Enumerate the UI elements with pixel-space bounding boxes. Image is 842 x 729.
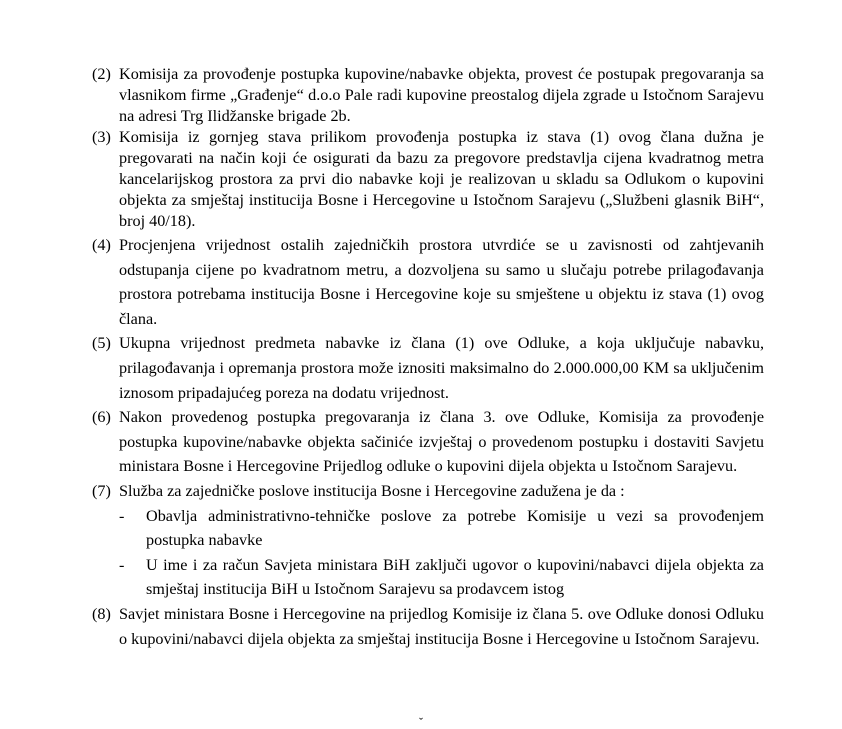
paragraph-5 (92, 331, 764, 405)
paragraph-number: (6) (92, 408, 111, 427)
cut-off-text-fragment: ˇ (419, 715, 423, 729)
paragraph-number: (7) (92, 481, 111, 500)
paragraph-7 (92, 479, 764, 602)
paragraph-4 (92, 233, 764, 331)
bullet-text: Obavlja administrativno-tehničke poslove za potrebe Komisije u vezi sa provođenjem postupka nabavke (146, 506, 764, 550)
paragraph-text: Komisija za provođenje postupka kupovine/nabavke objekta, provest će postupak pregovaranja sa vlasnikom firme „Građenje“ d.o.o Pale radi kupovine preostalog dijela zgrade u Istočnom Sarajevu na adresi Trg Ilidžanske brigade 2b. (119, 65, 764, 125)
paragraph-number: (3) (92, 128, 111, 146)
bullet-text: U ime i za račun Savjeta ministara BiH zaključi ugovor o kupovini/nabavci dijela objekta za smještaj institucija BiH u Istočnom Sarajevu sa prodavcem istog (146, 555, 764, 599)
paragraph-text: Komisija iz gornjeg stava prilikom provođenja postupka iz stava (1) ovog člana dužna je pregovarati na način koji će osigurati da bazu za pregovore predstavlja cijena kvadratnog metra kancelarijskog prostora za prvi dio nabavke koji je realizovan u skladu sa Odlukom o kupovini objekta za smještaj institucija Bosne i Hercegovine u Istočnom Sarajevu („Službeni glasnik BiH“, broj 40/18). (119, 128, 764, 230)
paragraph-8 (92, 602, 764, 651)
document-body (92, 64, 764, 651)
paragraph-text: Nakon provedenog postupka pregovaranja iz člana 3. ove Odluke, Komisija za provođenje postupka kupovine/nabavke objekta sačiniće izvještaj o provedenom postupku i dostaviti Savjetu ministara Bosne i Hercegovine Prijedlog odluke o kupovini dijela objekta u Istočnom Sarajevu. (119, 408, 764, 476)
paragraph-2 (92, 64, 764, 127)
bullet-marker: - (119, 555, 125, 574)
paragraph-number: (5) (92, 334, 111, 353)
paragraph-body (119, 479, 764, 602)
paragraph-number: (2) (92, 65, 111, 83)
paragraph-text: Ukupna vrijednost predmeta nabavke iz člana (1) ove Odluke, a koja uključuje nabavku, prilagođavanja i opremanja prostora može iznositi maksimalno do 2.000.000,00 KM sa uključenim iznosom pripadajućeg poreza na dodatu vrijednost. (119, 334, 764, 402)
paragraph-6 (92, 405, 764, 479)
paragraph-number: (4) (92, 236, 111, 254)
paragraph-text: Služba za zajedničke poslove institucija Bosne i Hercegovine zadužena je da : (119, 481, 625, 500)
list-item (119, 504, 764, 553)
paragraph-number: (8) (92, 604, 111, 623)
paragraph-text: Savjet ministara Bosne i Hercegovine na prijedlog Komisije iz člana 5. ove Odluke donosi Odluku o kupovini/nabavci dijela objekta za smještaj institucija Bosne i Hercegovine u Istočnom Sarajevu. (119, 604, 764, 648)
bullet-marker: - (119, 506, 125, 525)
bullet-list (119, 504, 764, 602)
list-item (119, 553, 764, 602)
paragraph-3 (92, 127, 764, 232)
paragraph-text: Procjenjena vrijednost ostalih zajedničkih prostora utvrdiće se u zavisnosti od zahtjevanih odstupanja cijene po kvadratnom metru, a dozvoljena su samo u slučaju potrebe prilagođavanja prostora potrebama institucija Bosne i Hercegovine koje su smještene u objektu iz stava (1) ovog člana. (119, 236, 764, 328)
